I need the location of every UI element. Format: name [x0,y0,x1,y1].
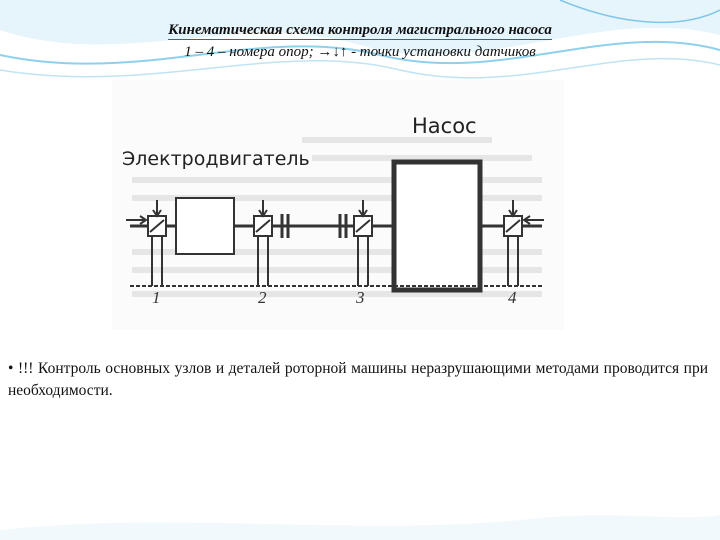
bottom-wave-decoration [0,500,720,540]
support-2 [254,200,272,286]
kinematic-scheme [112,80,564,330]
motor-label: Электродвигатель [122,148,310,170]
support-number-1: 1 [152,288,161,307]
bullet-marker: • [8,360,14,377]
motor-body [176,198,234,254]
bullet-text: !!! Контроль основных узлов и деталей роторной машины неразрушающими методами проводится при необходимости. [8,360,708,399]
scheme-drawing [112,80,564,330]
pump-body [394,162,480,290]
slide-subtitle: 1 – 4 – номера опор; →↓↑ - точки установки датчиков [184,44,536,60]
slide-title: Кинематическая схема контроля магистрального насоса [168,22,552,38]
support-number-3: 3 [356,288,365,307]
pump-label: Насос [412,114,477,138]
bullet-paragraph [8,358,708,402]
support-number-4: 4 [508,288,517,307]
support-4 [504,200,544,286]
support-number-2: 2 [258,288,267,307]
support-1 [148,200,166,286]
support-3 [354,200,372,286]
